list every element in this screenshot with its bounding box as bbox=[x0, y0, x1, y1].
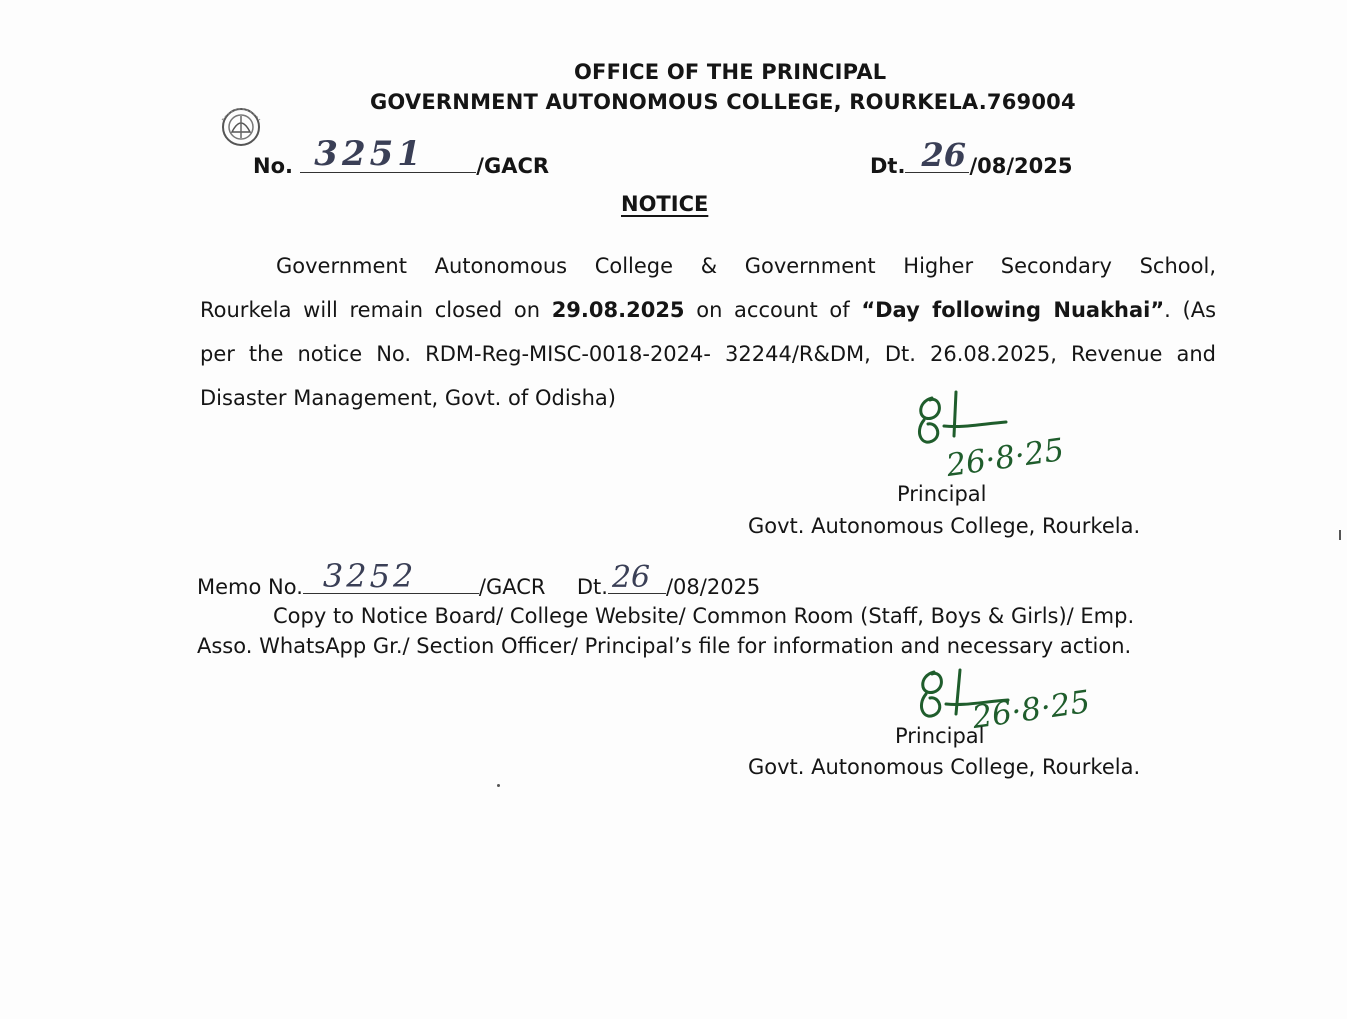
signature-1-date: 26·8·25 bbox=[944, 431, 1067, 485]
handwritten-day: 26 bbox=[921, 136, 966, 174]
date-blank bbox=[905, 136, 969, 174]
notice-line-2-middle: on account of bbox=[684, 298, 862, 322]
memo-copy-line-1: Copy to Notice Board/ College Website/ Common Room (Staff, Boys & Girls)/ Emp. bbox=[273, 604, 1135, 628]
memo-date-blank bbox=[608, 560, 666, 595]
memo-no-blank bbox=[303, 557, 479, 595]
memo-reference bbox=[197, 557, 761, 599]
notice-date bbox=[870, 136, 1073, 178]
memo-label: Memo No. bbox=[197, 575, 303, 599]
signature-2-institution: Govt. Autonomous College, Rourkela. bbox=[748, 755, 1141, 779]
closure-date: 29.08.2025 bbox=[551, 298, 685, 322]
memo-date-label: Dt. bbox=[576, 575, 608, 599]
notice-line-1: Government Autonomous College & Government Higher Secondary School, bbox=[276, 254, 1216, 278]
no-label: No. bbox=[253, 154, 293, 178]
notice-reference-number bbox=[253, 134, 550, 178]
memo-date-suffix: /08/2025 bbox=[665, 575, 761, 599]
memo-handwritten-number: 3252 bbox=[322, 557, 417, 595]
date-label: Dt. bbox=[870, 154, 906, 178]
signature-2-designation: Principal bbox=[895, 724, 985, 748]
notice-body bbox=[200, 244, 1216, 420]
notice-line-2-start: Rourkela will remain closed on bbox=[200, 298, 552, 322]
memo-copy-line-2: Asso. WhatsApp Gr./ Section Officer/ Principal’s file for information and necessary action. bbox=[197, 634, 1132, 658]
notice-line-4: Disaster Management, Govt. of Odisha) bbox=[200, 386, 616, 410]
date-suffix: /08/2025 bbox=[969, 154, 1073, 178]
notice-line-2-end: . (As bbox=[1164, 298, 1217, 322]
no-suffix: /GACR bbox=[476, 154, 550, 178]
signature-1-designation: Principal bbox=[897, 482, 987, 506]
college-title: GOVERNMENT AUTONOMOUS COLLEGE, ROURKELA.769004 bbox=[370, 90, 1076, 114]
office-title: OFFICE OF THE PRINCIPAL bbox=[574, 60, 887, 84]
memo-no-suffix: /GACR bbox=[478, 575, 546, 599]
notice-line-2 bbox=[200, 288, 1216, 332]
scan-speck bbox=[1339, 530, 1341, 540]
signature-2-date: 26·8·25 bbox=[970, 683, 1093, 737]
memo-handwritten-day: 26 bbox=[611, 560, 651, 595]
notice-title: NOTICE bbox=[621, 192, 709, 216]
signature-1-institution: Govt. Autonomous College, Rourkela. bbox=[748, 514, 1141, 538]
handwritten-number: 3251 bbox=[314, 134, 425, 174]
no-blank bbox=[300, 134, 476, 174]
notice-line-3: per the notice No. RDM-Reg-MISC-0018-2024- 32244/R&DM, Dt. 26.08.2025, Revenue and bbox=[200, 342, 1216, 366]
occasion-name: “Day following Nuakhai” bbox=[861, 298, 1165, 322]
scan-speck bbox=[497, 784, 500, 787]
college-seal-logo bbox=[210, 96, 272, 158]
